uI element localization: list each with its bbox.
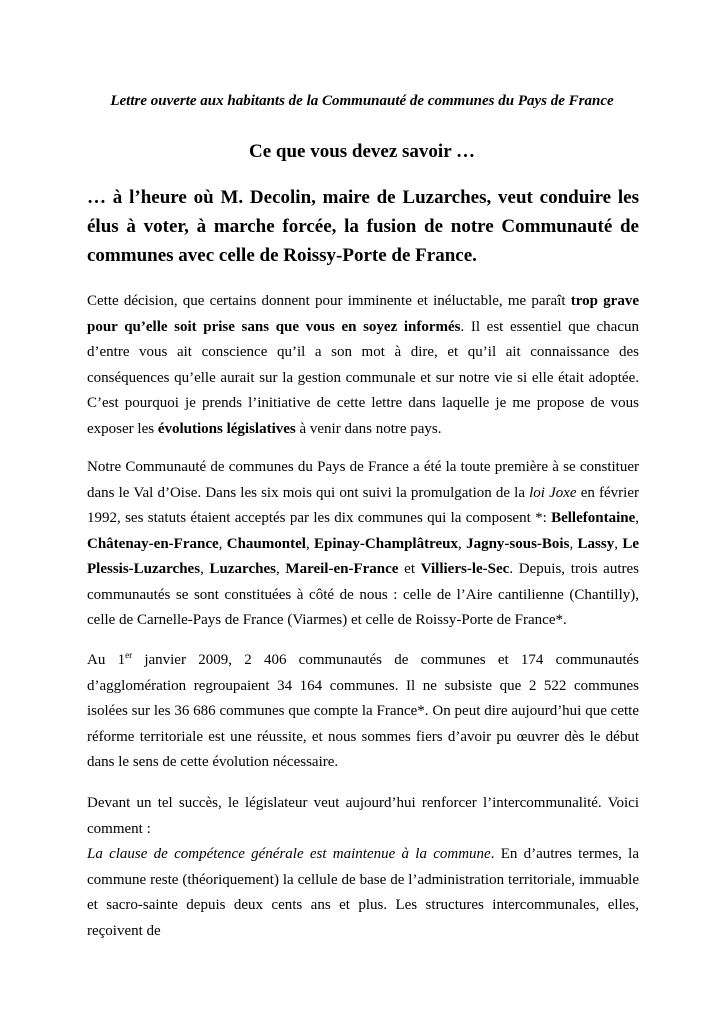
commune-separator: ,: [275, 561, 286, 577]
commune-separator: ,: [614, 535, 623, 552]
lead-heading: … à l’heure où M. Decolin, maire de Luzarches, veut conduire les élus à voter, à marche forcée, la fusion de notre Communauté de communes avec celle de Roissy-Porte de France.: [87, 187, 639, 266]
paragraph-2-text-1: Notre Communauté de communes du Pays de France a été la toute première à se constituer dans le Val d’Oise. Dans les six mois qui ont suivi la promulgation de la: [87, 459, 639, 501]
paragraph-4-italic-clause: [87, 846, 491, 862]
commune-name: Luzarches: [209, 561, 276, 577]
paragraph-4-text-2: . En d’autres termes, la commune reste (théoriquement) la cellule de base de l’administration territoriale, immuable et sacro-sainte depuis deux cents ans et plus. Les structures intercommunales, elles, reçoivent de: [87, 846, 639, 939]
commune-name: Epinay-Champlâtreux: [314, 535, 458, 552]
paragraph-1-text-2: . Il est essentiel que chacun d’entre vous ait conscience qu’il a son mot à dire, et qu’il ait connaissance des conséquences qu’elle aurait sur la gestion communale et sur notre vie si elle était adoptée. C’est pourquoi je prends l’initiative de cette lettre dans laquelle je me propose de vous exposer les: [87, 318, 639, 437]
paragraph-1: [87, 289, 639, 442]
commune-name: Le Plessis-Luzarches: [87, 535, 640, 577]
law-name: loi Joxe: [529, 484, 577, 501]
paragraph-3-text-1: Au 1: [87, 652, 126, 668]
letter-header: Lettre ouverte aux habitants de la Communauté de communes du Pays de France: [110, 93, 614, 109]
commune-separator: ,: [200, 561, 210, 577]
paragraph-3: [87, 648, 639, 776]
commune-separator: ,: [218, 535, 227, 552]
commune-name: Mareil-en-France: [285, 561, 399, 577]
commune-name: Villiers-le-Sec: [420, 561, 510, 577]
commune-name: Jagny-sous-Bois: [466, 535, 570, 552]
paragraph-1-emphasis-1: trop grave pour qu’elle soit prise sans que vous en soyez informés: [87, 293, 639, 335]
commune-name: Bellefontaine: [551, 510, 636, 526]
paragraph-2-text-2: en février 1992, ses statuts étaient acceptés par les dix communes qui la composent *:: [87, 484, 639, 526]
commune-separator: ,: [457, 535, 467, 552]
commune-separator: ,: [569, 535, 578, 552]
paragraph-3-text-2: janvier 2009, 2 406 communautés de communes et 174 communautés d’agglomération regroupaient 34 164 communes. Il ne subsiste que 2 522 communes isolées sur les 36 686 communes que compte la France*. On peut dire aujourd’hui que cette réforme territoriale est une réussite, et nous sommes fiers d’avoir pu œuvrer dès le début dans le sens de cette évolution nécessaire.: [87, 652, 639, 770]
commune-separator: ,: [305, 535, 315, 552]
paragraph-4-intro: Devant un tel succès, le législateur veut aujourd’hui renforcer l’intercommunalité. Voici comment :: [87, 795, 639, 837]
paragraph-4: [87, 791, 639, 944]
italic-clause-text: La clause de compétence générale est maintenue à la commune: [87, 846, 491, 862]
paragraph-1-emphasis-2: évolutions législatives: [157, 420, 296, 437]
ordinal-superscript: er: [125, 650, 133, 660]
commune-separator: ,: [635, 510, 639, 526]
commune-conjunction: et: [398, 561, 421, 577]
paragraph-1-text-1: Cette décision, que certains donnent pour imminente et inéluctable, me paraît: [87, 293, 571, 309]
commune-name: Châtenay-en-France: [87, 535, 219, 552]
paragraph-1-text-3: à venir dans notre pays.: [295, 420, 442, 437]
paragraph-2-text-3: . Depuis, trois autres communautés se sont constituées à côté de nous : celle de l’Aire cantilienne (Chantilly), celle de Carnelle-Pays de France (Viarmes) et celle de Roissy-Porte de France*.: [87, 561, 639, 628]
commune-name: Lassy: [577, 535, 615, 552]
paragraph-2: [87, 455, 639, 634]
letter-subtitle: Ce que vous devez savoir …: [248, 141, 476, 162]
commune-name: Chaumontel: [226, 535, 306, 552]
